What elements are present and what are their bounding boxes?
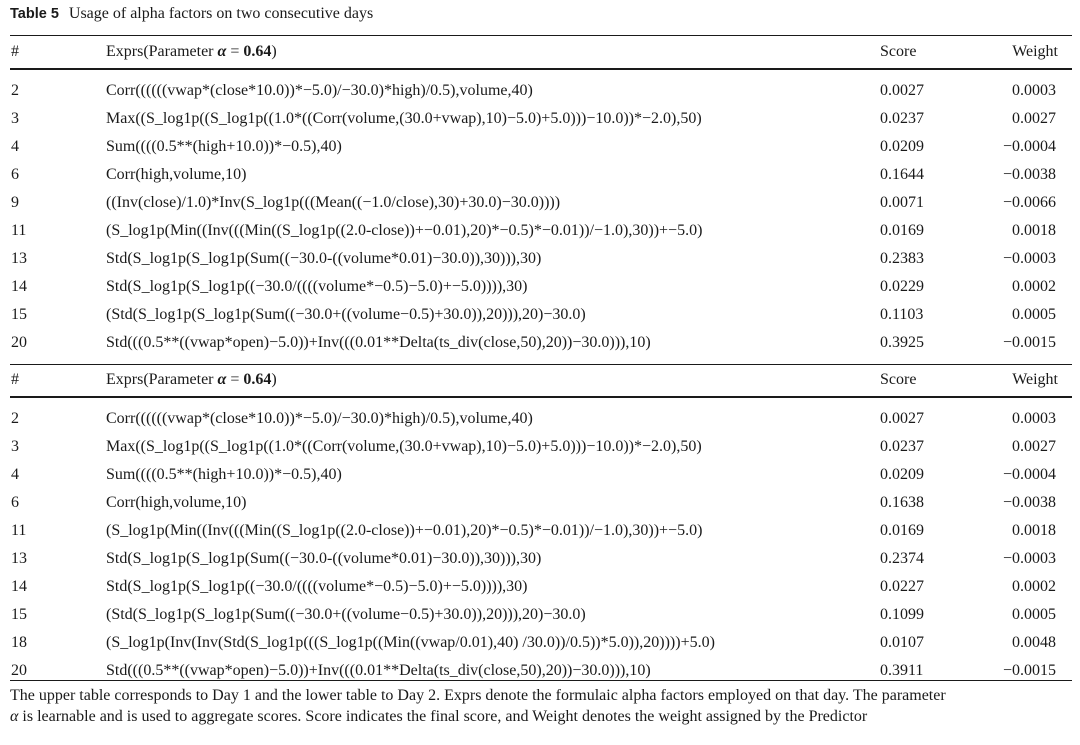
row-weight: −0.0004 xyxy=(1002,466,1056,483)
row-score: 0.0107 xyxy=(880,634,924,651)
row-number: 20 xyxy=(11,334,27,351)
header-exprs-suffix: ) xyxy=(271,371,277,388)
table-row xyxy=(0,105,1080,133)
header-exprs xyxy=(106,43,277,61)
row-weight: 0.0005 xyxy=(1012,606,1056,623)
row-score: 0.0229 xyxy=(880,278,924,295)
row-score: 0.0209 xyxy=(880,466,924,483)
row-score: 0.0071 xyxy=(880,194,924,211)
row-score: 0.0237 xyxy=(880,110,924,127)
table-row xyxy=(0,545,1080,573)
header-exprs xyxy=(106,371,277,389)
header-exprs-prefix: Exprs(Parameter xyxy=(106,43,218,60)
table-caption xyxy=(10,5,373,23)
row-expression: Std(((0.5**((vwap*open)−5.0))+Inv(((0.01**Delta(ts_div(close,50),20))−30.0))),10) xyxy=(106,334,651,351)
row-weight: −0.0015 xyxy=(1002,334,1056,351)
table-bottom-rule xyxy=(10,680,1072,681)
row-expression: Max((S_log1p((S_log1p((1.0*((Corr(volume,(30.0+vwap),10)−5.0)+5.0)))−10.0))*−2.0),50) xyxy=(106,438,702,455)
row-score: 0.3925 xyxy=(880,334,924,351)
header-eq: = xyxy=(226,43,244,60)
footnote-alpha: α xyxy=(10,708,19,725)
row-number: 2 xyxy=(11,410,19,427)
table-header-row xyxy=(0,37,1080,67)
row-weight: 0.0003 xyxy=(1012,82,1056,99)
row-weight: 0.0027 xyxy=(1012,110,1056,127)
row-number: 11 xyxy=(11,522,27,539)
table-header-rule xyxy=(10,68,1072,70)
table-header-rule xyxy=(10,396,1072,398)
row-expression: Max((S_log1p((S_log1p((1.0*((Corr(volume,(30.0+vwap),10)−5.0)+5.0)))−10.0))*−2.0),50) xyxy=(106,110,702,127)
row-expression: ((Inv(close)/1.0)*Inv(S_log1p(((Mean((−1.0/close),30)+30.0)−30.0)))) xyxy=(106,194,561,211)
row-weight: −0.0038 xyxy=(1002,166,1056,183)
row-weight: −0.0004 xyxy=(1002,138,1056,155)
row-number: 14 xyxy=(11,278,27,295)
row-score: 0.0209 xyxy=(880,138,924,155)
row-number: 4 xyxy=(11,466,19,483)
row-number: 15 xyxy=(11,306,27,323)
header-number: # xyxy=(11,371,19,388)
row-expression: Corr((((((vwap*(close*10.0))*−5.0)/−30.0)*high)/0.5),volume,40) xyxy=(106,82,533,99)
row-expression: Std(S_log1p(S_log1p(Sum((−30.0-((volume*0.01)−30.0)),30))),30) xyxy=(106,550,542,567)
row-score: 0.0169 xyxy=(880,522,924,539)
header-weight: Weight xyxy=(1012,43,1058,60)
table-footnote xyxy=(10,685,1072,727)
row-weight: 0.0027 xyxy=(1012,438,1056,455)
row-expression: (S_log1p(Min((Inv(((Min((S_log1p((2.0-close))+−0.01),20)*−0.5)*−0.01))/−1.0),30))+−5.0) xyxy=(106,222,703,239)
row-score: 0.3911 xyxy=(880,662,924,679)
table-row xyxy=(0,245,1080,273)
row-number: 20 xyxy=(11,662,27,679)
row-expression: Std(S_log1p(S_log1p((−30.0/((((volume*−0.5)−5.0)+−5.0)))),30) xyxy=(106,278,528,295)
row-number: 9 xyxy=(11,194,19,211)
footnote-line-1: The upper table corresponds to Day 1 and the lower table to Day 2. Exprs denote the formulaic alpha factors employed on that day. The parameter xyxy=(10,687,946,704)
header-exprs-prefix: Exprs(Parameter xyxy=(106,371,218,388)
row-score: 0.0237 xyxy=(880,438,924,455)
row-score: 0.0227 xyxy=(880,578,924,595)
table-row xyxy=(0,433,1080,461)
table-row xyxy=(0,573,1080,601)
row-number: 11 xyxy=(11,222,27,239)
row-weight: 0.0002 xyxy=(1012,278,1056,295)
footnote-line-2: is learnable and is used to aggregate scores. Score indicates the final score, and Weight denotes the weight assigned by the Predictor xyxy=(18,708,868,725)
row-number: 3 xyxy=(11,110,19,127)
header-alpha: α xyxy=(217,371,227,388)
row-expression: Corr(high,volume,10) xyxy=(106,494,247,511)
row-score: 0.0027 xyxy=(880,410,924,427)
row-expression: Std(S_log1p(S_log1p((−30.0/((((volume*−0.5)−5.0)+−5.0)))),30) xyxy=(106,578,528,595)
row-score: 0.1099 xyxy=(880,606,924,623)
table-row xyxy=(0,273,1080,301)
row-weight: −0.0015 xyxy=(1002,662,1056,679)
row-score: 0.0027 xyxy=(880,82,924,99)
row-score: 0.2374 xyxy=(880,550,924,567)
header-weight: Weight xyxy=(1012,371,1058,388)
table-row xyxy=(0,133,1080,161)
row-number: 6 xyxy=(11,166,19,183)
row-score: 0.2383 xyxy=(880,250,924,267)
row-number: 13 xyxy=(11,250,27,267)
header-number: # xyxy=(11,43,19,60)
table-row xyxy=(0,189,1080,217)
row-weight: 0.0005 xyxy=(1012,306,1056,323)
header-alpha-value: 0.64 xyxy=(243,43,272,60)
row-number: 3 xyxy=(11,438,19,455)
table-row xyxy=(0,517,1080,545)
table-title: Usage of alpha factors on two consecutive days xyxy=(68,5,374,22)
row-weight: 0.0018 xyxy=(1012,222,1056,239)
row-score: 0.1644 xyxy=(880,166,924,183)
row-number: 13 xyxy=(11,550,27,567)
header-alpha-value: 0.64 xyxy=(243,371,272,388)
table-row xyxy=(0,461,1080,489)
row-weight: 0.0018 xyxy=(1012,522,1056,539)
row-weight: 0.0002 xyxy=(1012,578,1056,595)
row-weight: −0.0038 xyxy=(1002,494,1056,511)
table-row xyxy=(0,405,1080,433)
row-expression: Std(((0.5**((vwap*open)−5.0))+Inv(((0.01**Delta(ts_div(close,50),20))−30.0))),10) xyxy=(106,662,651,679)
row-weight: −0.0003 xyxy=(1002,550,1056,567)
table-row xyxy=(0,77,1080,105)
row-score: 0.1638 xyxy=(880,494,924,511)
table-top-rule xyxy=(10,35,1072,36)
row-expression: Std(S_log1p(S_log1p(Sum((−30.0-((volume*0.01)−30.0)),30))),30) xyxy=(106,250,542,267)
table-row xyxy=(0,601,1080,629)
row-number: 4 xyxy=(11,138,19,155)
row-number: 14 xyxy=(11,578,27,595)
table-row xyxy=(0,161,1080,189)
header-exprs-suffix: ) xyxy=(271,43,277,60)
row-score: 0.1103 xyxy=(880,306,924,323)
table-row xyxy=(0,629,1080,657)
header-score: Score xyxy=(880,43,917,60)
row-expression: Corr(high,volume,10) xyxy=(106,166,247,183)
table-row xyxy=(0,217,1080,245)
header-alpha: α xyxy=(217,43,227,60)
row-expression: Sum((((0.5**(high+10.0))*−0.5),40) xyxy=(106,138,342,155)
row-number: 15 xyxy=(11,606,27,623)
row-expression: (S_log1p(Inv(Inv(Std(S_log1p(((S_log1p((Min((vwap/0.01),40) /30.0))/0.5))*5.0)),20))))+5.0) xyxy=(106,634,715,651)
row-expression: Sum((((0.5**(high+10.0))*−0.5),40) xyxy=(106,466,342,483)
row-expression: Corr((((((vwap*(close*10.0))*−5.0)/−30.0)*high)/0.5),volume,40) xyxy=(106,410,533,427)
table-header-row xyxy=(0,365,1080,395)
row-weight: −0.0003 xyxy=(1002,250,1056,267)
row-weight: 0.0048 xyxy=(1012,634,1056,651)
row-weight: −0.0066 xyxy=(1002,194,1056,211)
row-number: 2 xyxy=(11,82,19,99)
header-eq: = xyxy=(226,371,244,388)
table-label: Table 5 xyxy=(10,6,59,22)
row-expression: (Std(S_log1p(S_log1p(Sum((−30.0+((volume−0.5)+30.0)),20))),20)−30.0) xyxy=(106,606,586,623)
row-score: 0.0169 xyxy=(880,222,924,239)
table-row xyxy=(0,489,1080,517)
row-number: 6 xyxy=(11,494,19,511)
row-weight: 0.0003 xyxy=(1012,410,1056,427)
table-row xyxy=(0,301,1080,329)
row-number: 18 xyxy=(11,634,27,651)
row-expression: (S_log1p(Min((Inv(((Min((S_log1p((2.0-close))+−0.01),20)*−0.5)*−0.01))/−1.0),30))+−5.0) xyxy=(106,522,703,539)
row-expression: (Std(S_log1p(S_log1p(Sum((−30.0+((volume−0.5)+30.0)),20))),20)−30.0) xyxy=(106,306,586,323)
header-score: Score xyxy=(880,371,917,388)
table-row xyxy=(0,329,1080,357)
